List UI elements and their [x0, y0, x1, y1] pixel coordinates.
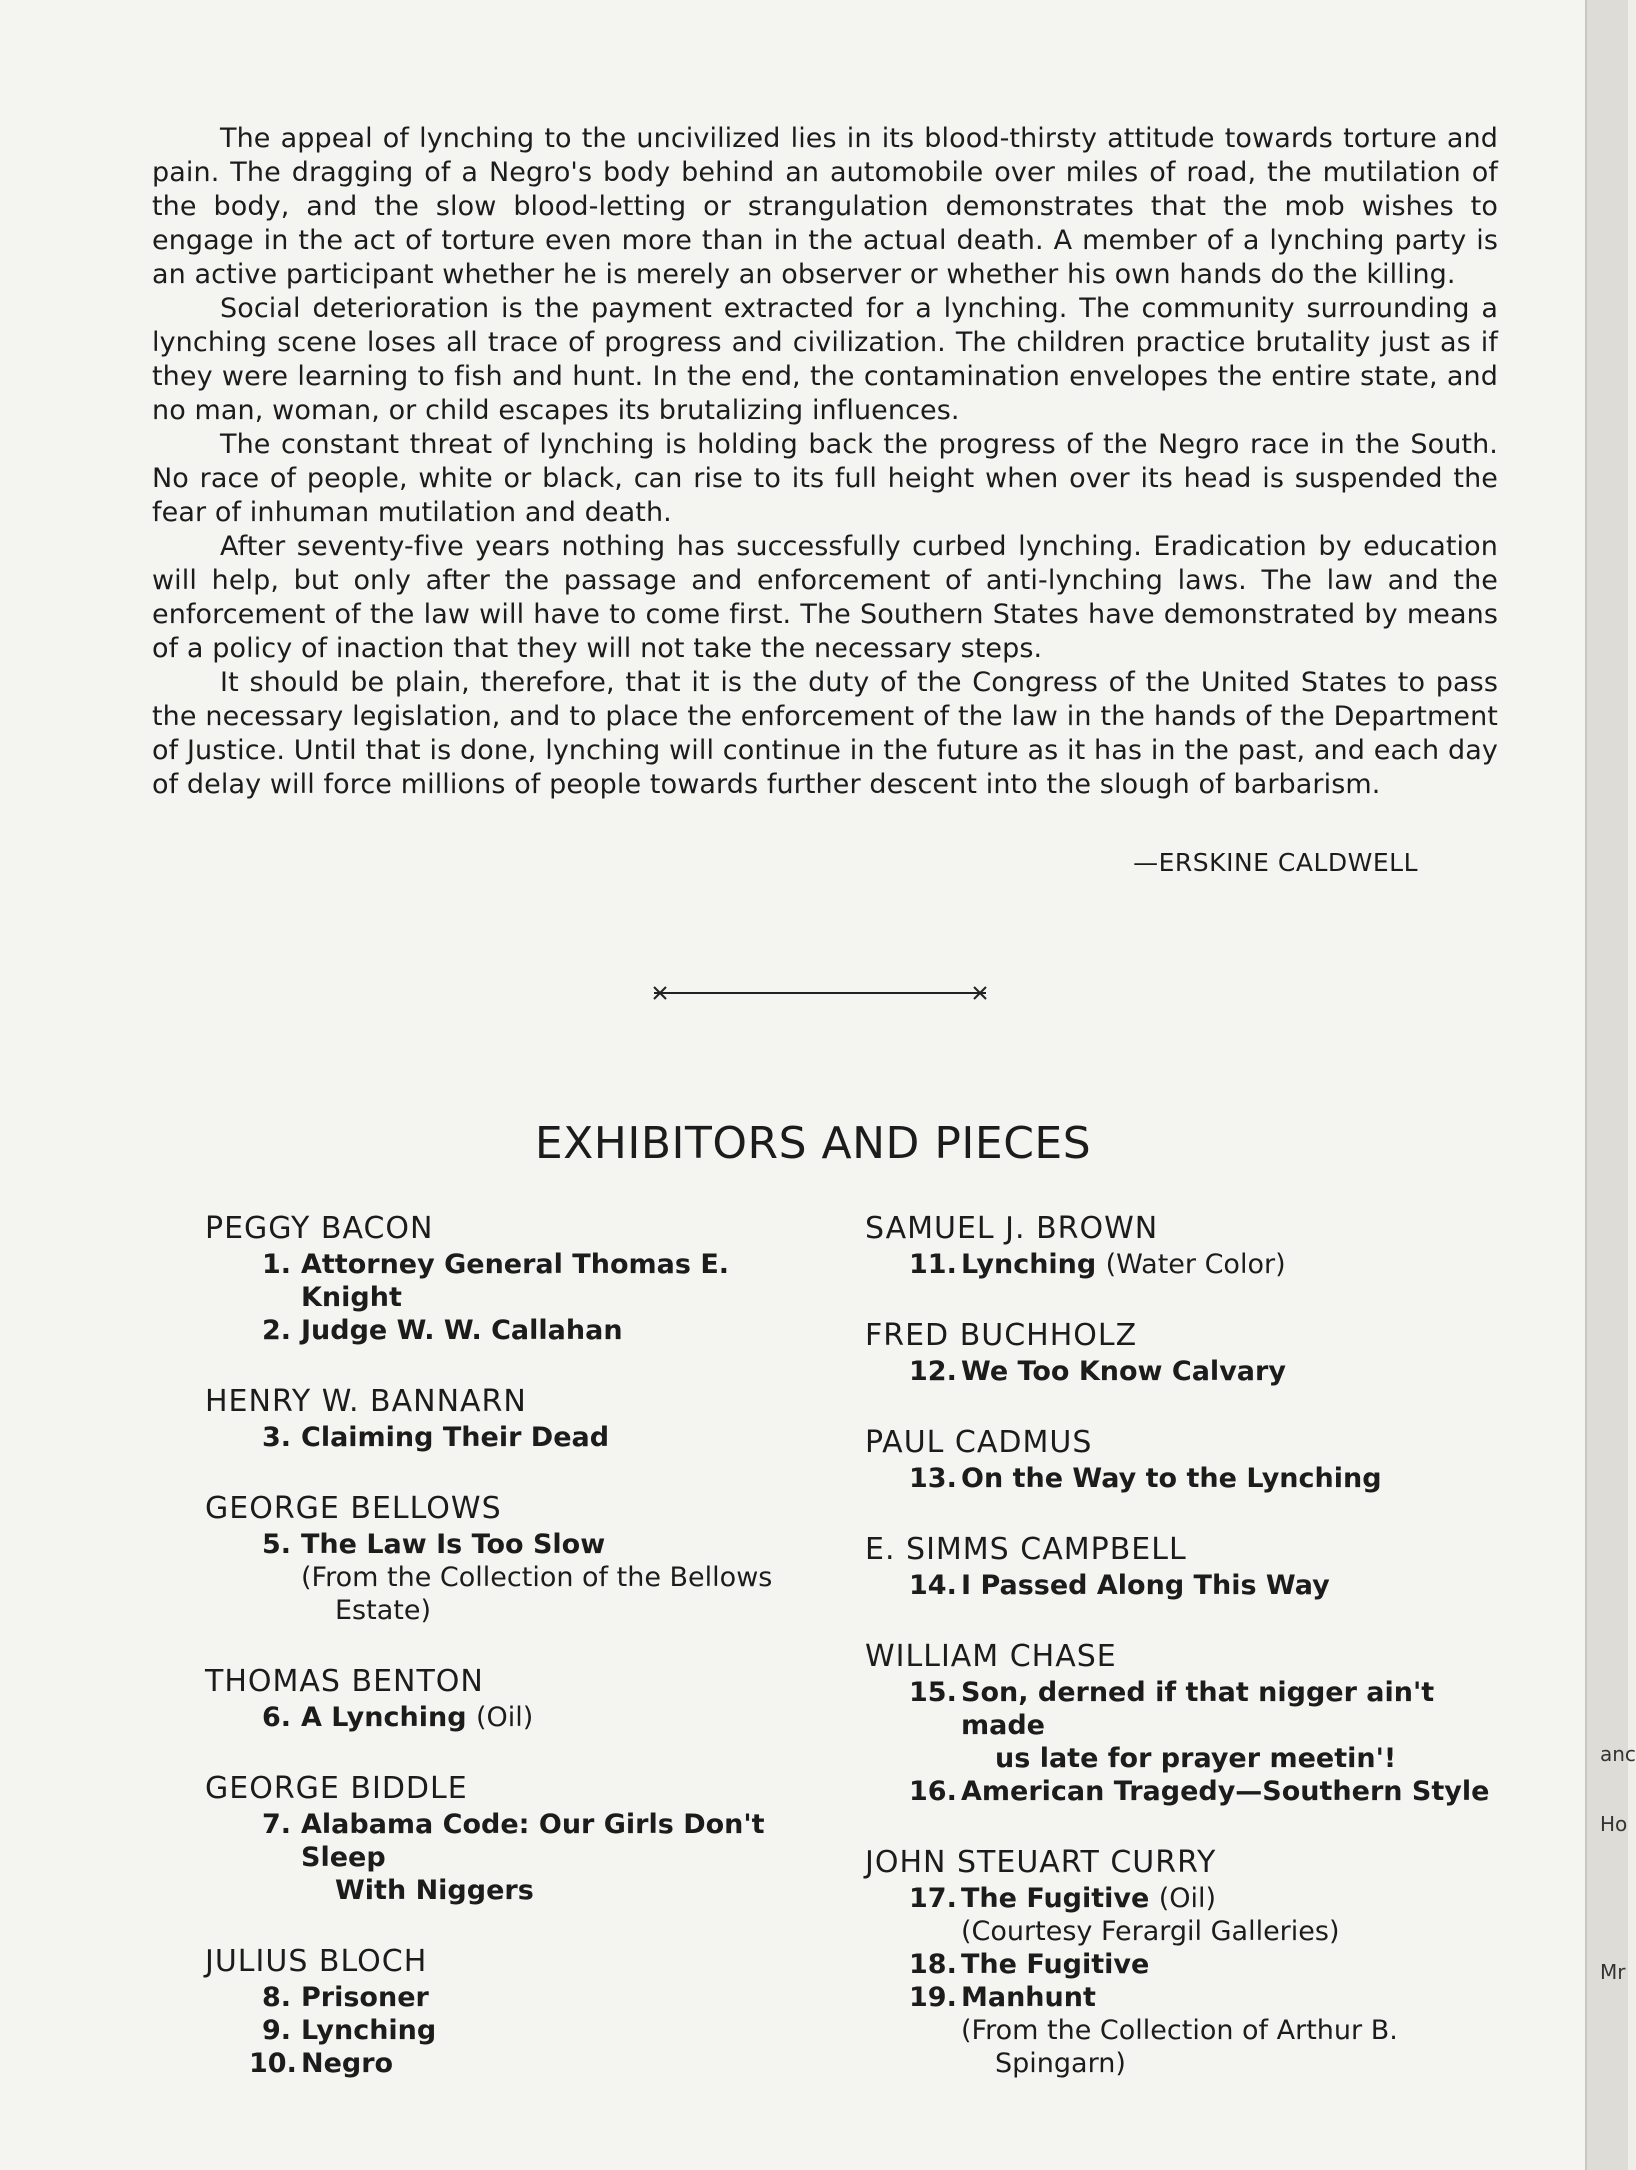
piece-title: [961, 1981, 1505, 2014]
piece-title: [961, 1775, 1505, 1808]
piece-title: [961, 1676, 1505, 1775]
essay-paragraph: The appeal of lynching to the uncivilized lies in its blood-thirsty attitude towards torture and pain. The dragging of a Negro's body behind an automobile over miles of road, the mutilation of the body, and the slow blood-letting or strangulation demonstrates that the mob wishes to engage in the act of torture even more than in the actual death. A member of a lynching party is an active participant whether he is merely an observer or whether his own hands do the killing.: [152, 123, 1498, 290]
section-heading: EXHIBITORS AND PIECES: [534, 1118, 1092, 1169]
piece-entry: [205, 2014, 825, 2047]
piece-number: 18.: [909, 1949, 957, 1980]
piece-title-text: A Lynching: [301, 1702, 467, 1733]
piece-note-line: Estate): [335, 1595, 431, 1626]
piece-entry: [865, 1882, 1505, 1915]
piece-title: [961, 1462, 1505, 1495]
artist-name: GEORGE BIDDLE: [205, 1771, 468, 1806]
piece-title: [301, 2014, 825, 2047]
piece-title: [961, 1882, 1505, 1915]
piece-title-text: Manhunt: [961, 1982, 1096, 2013]
piece-number: 8.: [261, 1982, 291, 2013]
piece-entry: [865, 1676, 1505, 1775]
piece-title: [961, 1248, 1505, 1281]
piece-entry: [205, 1808, 825, 1907]
exhibitor-group: [205, 1492, 825, 1627]
piece-entry: [205, 1981, 825, 2014]
piece-title-text: Negro: [301, 2048, 394, 2079]
piece-number: 13.: [909, 1463, 957, 1494]
exhibitors-right-column: [865, 1212, 1505, 2118]
artist-name: E. SIMMS CAMPBELL: [865, 1532, 1187, 1567]
piece-title-text: Claiming Their Dead: [301, 1422, 610, 1453]
piece-entry: [865, 1569, 1505, 1602]
piece-title-line: Son, derned if that nigger ain't made: [961, 1677, 1435, 1741]
piece-title-line: With Niggers: [335, 1875, 534, 1906]
piece-medium: (Oil): [1158, 1883, 1217, 1914]
piece-title-text: The Fugitive: [961, 1949, 1150, 1980]
piece-title: [301, 1808, 825, 1907]
adjacent-page-fragment: Mr: [1600, 1960, 1626, 1984]
exhibitor-group: [865, 1319, 1505, 1388]
exhibitor-group: [865, 1846, 1505, 2080]
piece-number: 12.: [909, 1356, 957, 1387]
piece-title-text: Attorney General Thomas E. Knight: [301, 1249, 730, 1313]
piece-entry: [205, 1701, 825, 1734]
essay-body: [152, 122, 1498, 802]
piece-title-text: The Fugitive: [961, 1883, 1150, 1914]
piece-title: [961, 1355, 1505, 1388]
piece-title: [301, 1248, 825, 1314]
piece-title-text: We Too Know Calvary: [961, 1356, 1286, 1387]
piece-title: [961, 1569, 1505, 1602]
essay-paragraph: The constant threat of lynching is holding back the progress of the Negro race in the South. No race of people, white or black, can rise to its full height when over its head is suspended the fear of inhuman mutilation and death.: [152, 429, 1498, 528]
essay-signature: —ERSKINE CALDWELL: [1133, 848, 1418, 877]
piece-number: 14.: [909, 1570, 957, 1601]
piece-number: 2.: [261, 1315, 291, 1346]
artist-name: WILLIAM CHASE: [865, 1639, 1117, 1674]
artist-name: GEORGE BELLOWS: [205, 1491, 502, 1526]
piece-number: 1.: [261, 1249, 291, 1280]
piece-entry: [865, 1355, 1505, 1388]
exhibitor-group: [865, 1212, 1505, 1281]
exhibitor-group: [205, 1385, 825, 1454]
piece-title: [301, 1421, 825, 1454]
piece-title: [301, 1981, 825, 2014]
piece-number: 11.: [909, 1249, 957, 1280]
piece-number: 17.: [909, 1883, 957, 1914]
piece-note-line: (From the Collection of Arthur B.: [961, 2015, 1398, 2046]
piece-title: [301, 2047, 825, 2080]
artist-name: SAMUEL J. BROWN: [865, 1211, 1159, 1246]
adjacent-page-fragment: Ho: [1600, 1812, 1628, 1836]
piece-title: [301, 1528, 825, 1561]
piece-entry: [205, 1248, 825, 1314]
artist-name: PAUL CADMUS: [865, 1425, 1093, 1460]
artist-name: JULIUS BLOCH: [205, 1944, 428, 1979]
exhibitor-group: [205, 1212, 825, 1347]
adjacent-page-edge: [1585, 0, 1636, 2170]
piece-number: 7.: [261, 1809, 291, 1840]
piece-title-text: On the Way to the Lynching: [961, 1463, 1382, 1494]
piece-number: 15.: [909, 1677, 957, 1708]
essay-paragraph: It should be plain, therefore, that it is the duty of the Congress of the United States to pass the necessary legislation, and to place the enforcement of the law in the hands of the Department of Justice. Until that is done, lynching will continue in the future as it has in the past, and each day of delay will force millions of people towards further descent into the slough of barbarism.: [152, 667, 1498, 800]
artist-name: JOHN STEUART CURRY: [865, 1845, 1217, 1880]
piece-note-line: (Courtesy Ferargil Galleries): [961, 1916, 1340, 1947]
piece-entry: [205, 1528, 825, 1561]
piece-number: 3.: [261, 1422, 291, 1453]
ornamental-divider: [640, 983, 1000, 1003]
piece-note: [205, 1561, 825, 1627]
piece-title-text: Lynching: [961, 1249, 1097, 1280]
artist-name: FRED BUCHHOLZ: [865, 1318, 1138, 1353]
piece-title-text: I Passed Along This Way: [961, 1570, 1330, 1601]
piece-title: [961, 1948, 1505, 1981]
adjacent-page-fragment: anc: [1600, 1742, 1636, 1766]
piece-medium: (Water Color): [1105, 1249, 1286, 1280]
piece-note: [865, 1915, 1505, 1948]
piece-title-text: Prisoner: [301, 1982, 429, 2013]
piece-title: [301, 1701, 825, 1734]
artist-name: PEGGY BACON: [205, 1211, 434, 1246]
piece-title-text: American Tragedy—Southern Style: [961, 1776, 1490, 1807]
piece-entry: [205, 2047, 825, 2080]
piece-entry: [865, 1948, 1505, 1981]
artist-name: THOMAS BENTON: [205, 1664, 484, 1699]
piece-entry: [865, 1775, 1505, 1808]
piece-number: 6.: [261, 1702, 291, 1733]
piece-title-text: Lynching: [301, 2015, 437, 2046]
piece-title-line: us late for prayer meetin'!: [995, 1743, 1397, 1774]
piece-title: [301, 1314, 825, 1347]
exhibitor-group: [865, 1426, 1505, 1495]
essay-paragraph: After seventy-five years nothing has successfully curbed lynching. Eradication by education will help, but only after the passage and enforcement of anti-lynching laws. The law and the enforcement of the law will have to come first. The Southern States have demonstrated by means of a policy of inaction that they will not take the necessary steps.: [152, 531, 1498, 664]
piece-number: 16.: [909, 1776, 957, 1807]
essay-paragraph: Social deterioration is the payment extracted for a lynching. The community surrounding a lynching scene loses all trace of progress and civilization. The children practice brutality just as if they were learning to fish and hunt. In the end, the contamination envelopes the entire state, and no man, woman, or child escapes its brutalizing influences.: [152, 293, 1498, 426]
exhibitor-group: [205, 1772, 825, 1907]
exhibitor-group: [205, 1945, 825, 2080]
piece-title-text: The Law Is Too Slow: [301, 1529, 606, 1560]
piece-entry: [865, 1248, 1505, 1281]
exhibitor-group: [865, 1533, 1505, 1602]
piece-entry: [865, 1462, 1505, 1495]
piece-number: 9.: [261, 2015, 291, 2046]
piece-note-line: (From the Collection of the Bellows: [301, 1562, 773, 1593]
piece-note-line: Spingarn): [995, 2048, 1126, 2079]
piece-number: 19.: [909, 1982, 957, 2013]
exhibitor-group: [865, 1640, 1505, 1808]
artist-name: HENRY W. BANNARN: [205, 1384, 527, 1419]
piece-medium: (Oil): [475, 1702, 534, 1733]
piece-entry: [865, 1981, 1505, 2014]
piece-note: [865, 2014, 1505, 2080]
piece-entry: [205, 1421, 825, 1454]
piece-number: 10.: [249, 2048, 297, 2079]
piece-entry: [205, 1314, 825, 1347]
piece-title-text: Judge W. W. Callahan: [301, 1315, 623, 1346]
piece-number: 5.: [261, 1529, 291, 1560]
piece-title-line: Alabama Code: Our Girls Don't Sleep: [301, 1809, 765, 1873]
exhibitor-group: [205, 1665, 825, 1734]
exhibitors-left-column: [205, 1212, 825, 2118]
